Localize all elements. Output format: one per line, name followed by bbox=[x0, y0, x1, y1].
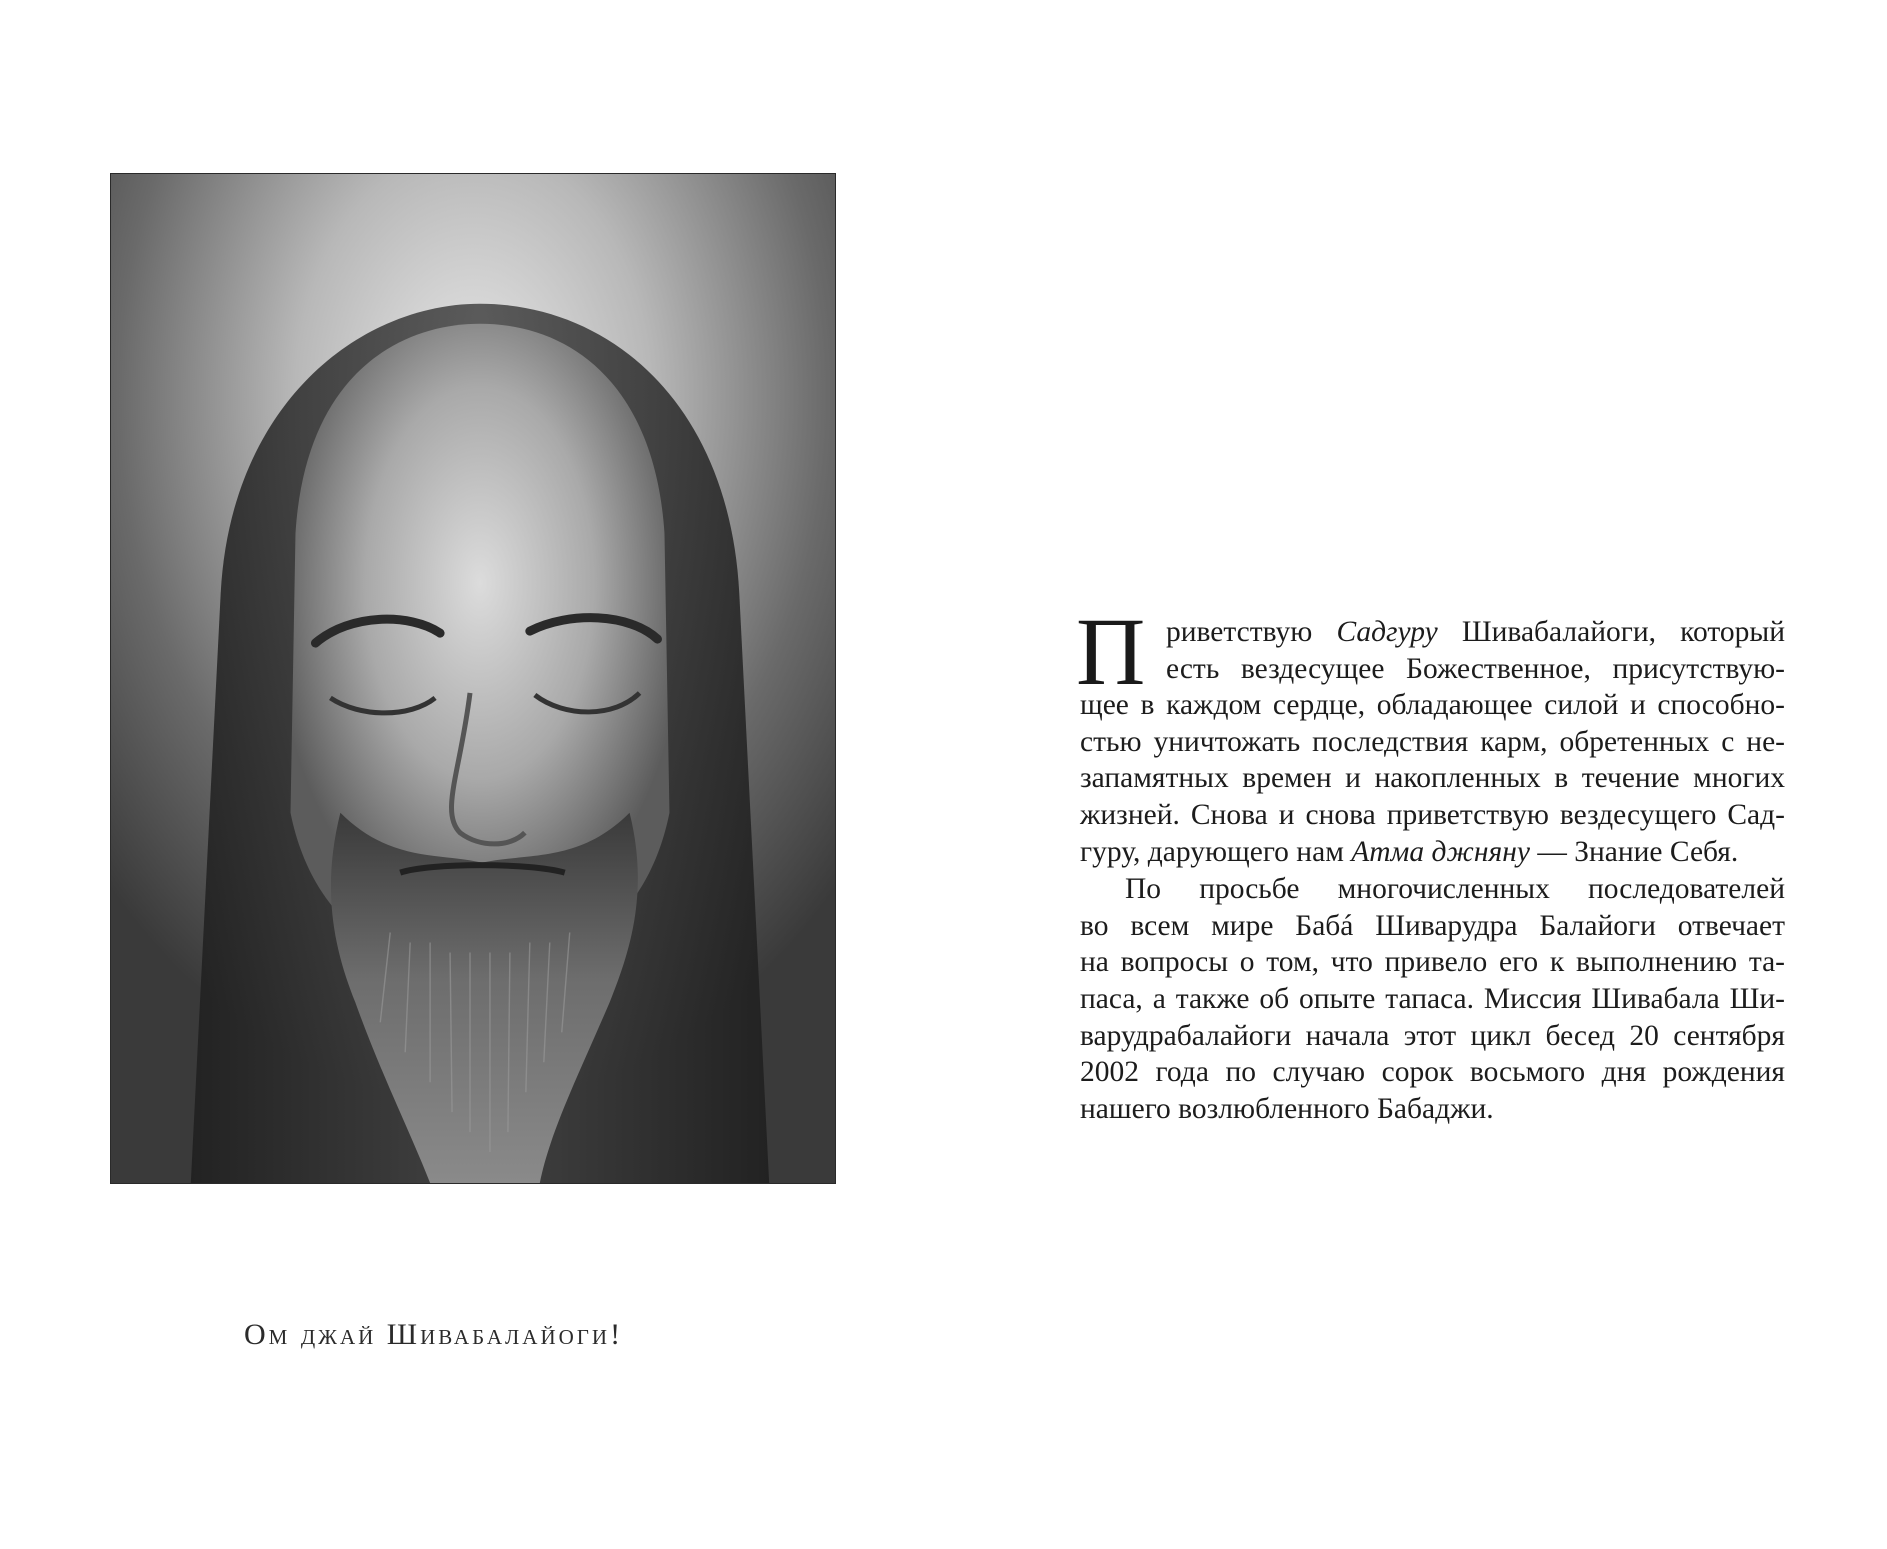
portrait-photo bbox=[110, 173, 836, 1184]
portrait-caption: Ом джай Шивабалайоги! bbox=[244, 1318, 624, 1351]
text-line: риветствую Садгуру Шивабалайоги, который bbox=[1166, 616, 1785, 648]
text-line: 2002 года по случаю сорок восьмого дня рождения bbox=[1080, 1056, 1785, 1089]
text-line: паса, а также об опыте тапаса. Миссия Шивабала Ши- bbox=[1080, 982, 1785, 1015]
paragraph-greeting bbox=[1076, 598, 1785, 870]
text-line: запамятных времен и накопленных в течение многих bbox=[1080, 762, 1785, 795]
portrait-image bbox=[111, 174, 835, 1183]
text-line: щее в каждом сердце, обладающее силой и способно- bbox=[1080, 689, 1785, 722]
text-line: гуру, дарующего нам Атма джняну — Знание Себя. bbox=[1080, 835, 1739, 868]
body-text bbox=[1076, 598, 1785, 1127]
text-line: есть вездесущее Божественное, присутствую- bbox=[1166, 652, 1785, 685]
text-line: нашего возлюбленного Бабаджи. bbox=[1080, 1092, 1494, 1125]
text-line: варудрабалайоги начала этот цикл бесед 20 сентября bbox=[1080, 1019, 1785, 1052]
text-line: жизней. Снова и снова приветствую вездесущего Сад- bbox=[1080, 798, 1785, 831]
paragraph-mission bbox=[1080, 871, 1785, 1127]
drop-cap: П bbox=[1076, 598, 1146, 705]
text-line: стью уничтожать последствия карм, обретенных с не- bbox=[1080, 725, 1785, 758]
text-line: во всем мире Бабá Шиварудра Балайоги отвечает bbox=[1080, 909, 1785, 942]
text-line: По просьбе многочисленных последователей bbox=[1125, 873, 1785, 906]
text-line: на вопросы о том, что привело его к выполнению та- bbox=[1080, 946, 1785, 979]
